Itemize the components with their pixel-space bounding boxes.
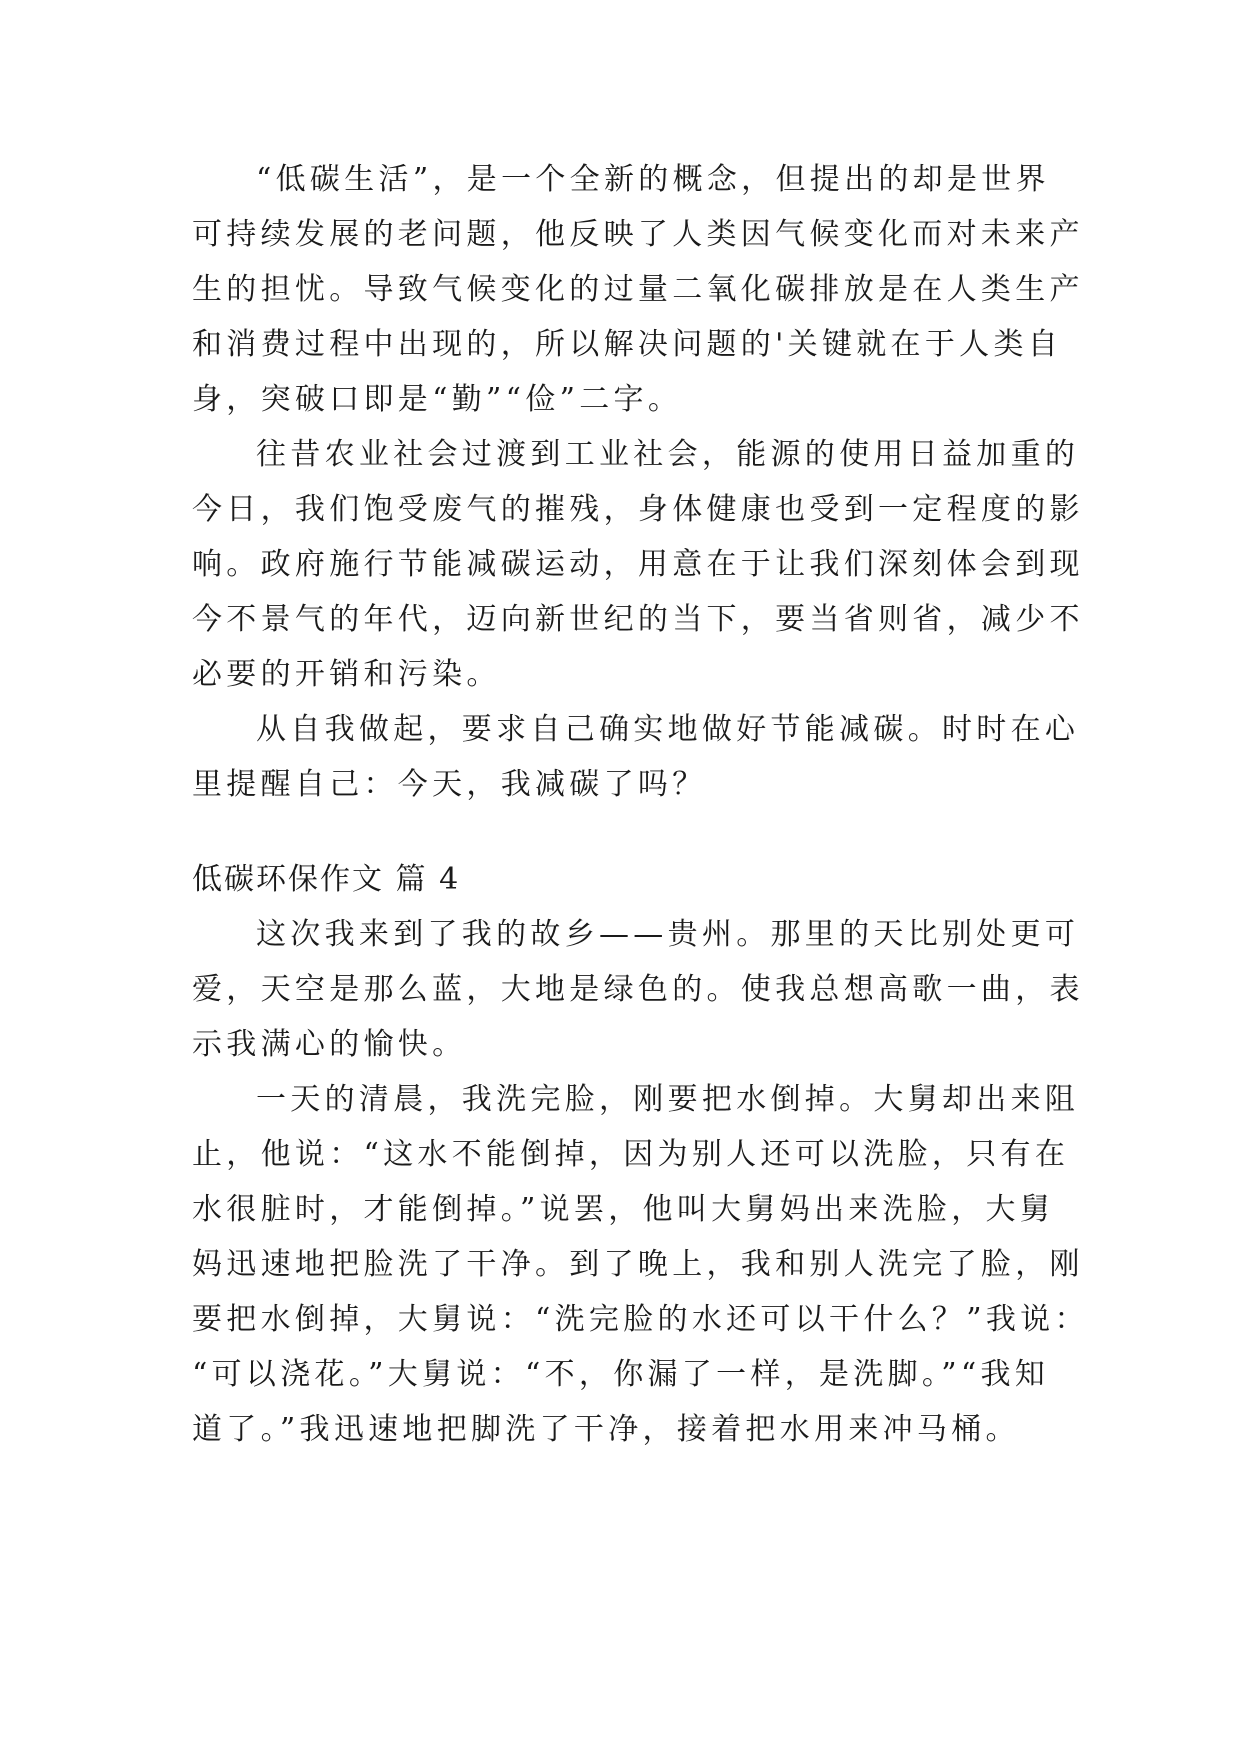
paragraph-2-line-4: 今不景气的年代，迈向新世纪的当下，要当省则省，减少不 (192, 602, 1084, 637)
paragraph-1-line-3: 生的担忧。导致气候变化的过量二氧化碳排放是在人类生产 (192, 272, 1084, 307)
paragraph-5-line-7: 道了。”我迅速地把脚洗了干净，接着把水用来冲马桶。 (192, 1412, 1020, 1447)
paragraph-4-line-2: 爱，天空是那么蓝，大地是绿色的。使我总想高歌一曲，表 (192, 972, 1084, 1007)
paragraph-1-line-1: “低碳生活”，是一个全新的概念，但提出的却是世界 (256, 162, 1050, 197)
paragraph-2-line-2: 今日，我们饱受废气的摧残，身体健康也受到一定程度的影 (192, 492, 1084, 527)
paragraph-5-line-6: “可以浇花。”大舅说：“不，你漏了一样，是洗脚。”“我知 (192, 1357, 1050, 1392)
paragraph-5-line-1: 一天的清晨，我洗完脸，刚要把水倒掉。大舅却出来阻 (256, 1082, 1080, 1117)
paragraph-1-line-2: 可持续发展的老问题，他反映了人类因气候变化而对未来产 (192, 217, 1084, 252)
paragraph-4-line-1: 这次我来到了我的故乡——贵州。那里的天比别处更可 (256, 917, 1080, 952)
paragraph-5-line-5: 要把水倒掉，大舅说：“洗完脸的水还可以干什么？”我说： (192, 1302, 1089, 1337)
paragraph-5-line-3: 水很脏时，才能倒掉。”说罢，他叫大舅妈出来洗脸，大舅 (192, 1192, 1055, 1227)
paragraph-2-line-3: 响。政府施行节能减碳运动，用意在于让我们深刻体会到现 (192, 547, 1084, 582)
paragraph-2-line-1: 往昔农业社会过渡到工业社会，能源的使用日益加重的 (256, 437, 1080, 472)
paragraph-2-line-5: 必要的开销和污染。 (192, 657, 501, 692)
paragraph-5-line-2: 止，他说：“这水不能倒掉，因为别人还可以洗脸，只有在 (192, 1137, 1070, 1172)
paragraph-1-line-5: 身，突破口即是“勤”“俭”二字。 (192, 382, 683, 417)
section-heading: 低碳环保作文 篇 4 (192, 862, 461, 897)
paragraph-5-line-4: 妈迅速地把脸洗了干净。到了晚上，我和别人洗完了脸，刚 (192, 1247, 1084, 1282)
paragraph-3-line-1: 从自我做起，要求自己确实地做好节能减碳。时时在心 (256, 712, 1080, 747)
paragraph-1-line-4: 和消费过程中出现的，所以解决问题的'关键就在于人类自 (192, 327, 1063, 362)
paragraph-3-line-2: 里提醒自己：今天，我减碳了吗？ (192, 767, 707, 802)
paragraph-4-line-3: 示我满心的愉快。 (192, 1027, 467, 1062)
